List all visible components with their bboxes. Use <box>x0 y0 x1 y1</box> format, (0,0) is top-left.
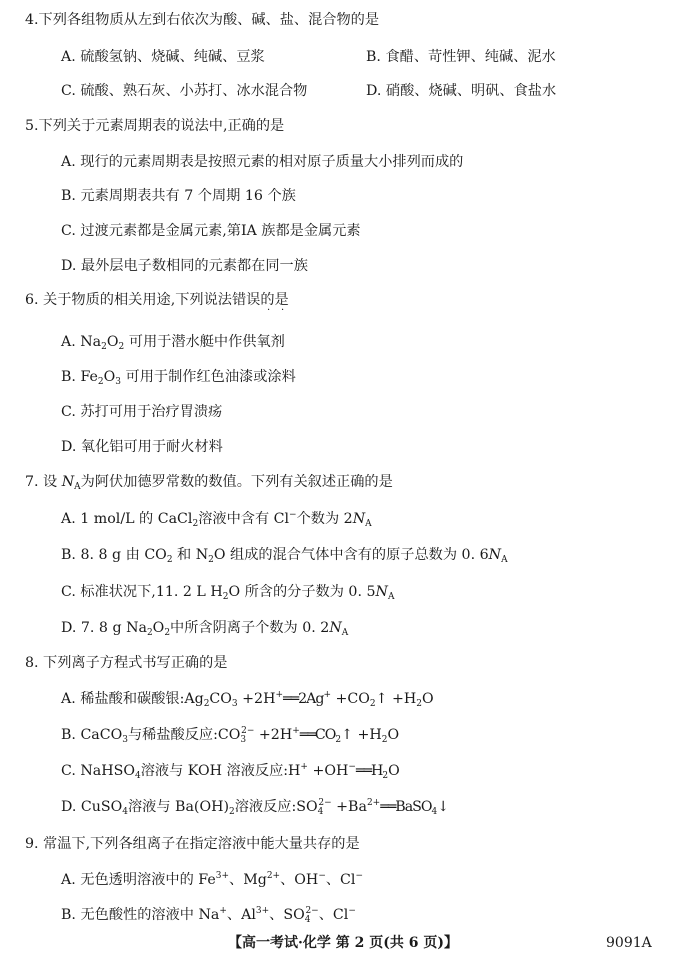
question-7-stem: 7. 设 $N_A$为阿伏加德罗常数的数值。下列有关叙述正确的是 <box>25 474 393 492</box>
footer-title: 【高一考试·化学 第 2 页(共 6 页)】 <box>228 935 458 951</box>
q6-option-c: C. 苏打可用于治疗胃溃疡 <box>61 404 223 420</box>
q7-option-d: D. 7. 8 g $Na_2O_2$中所含阴离子个数为 0. $2N_A$ <box>61 620 349 638</box>
q8-option-a: A. 稀盐酸和碳酸银$:Ag_2CO_3$ +2H+══2Ag+ $+CO_2↑ +H_2O$ <box>61 690 434 709</box>
q7-option-c: C. 标准状况下,11. 2 L $H_2O$ 所含的分子数为 0. $5N_A$ <box>61 584 395 602</box>
q6-option-d: D. 氧化铝可用于耐火材料 <box>61 439 223 455</box>
q8-option-c: C. NaHSO$_4$溶液与 KOH 溶液反应:H+ $+OH^-══H_2O$ <box>61 762 400 781</box>
question-6-stem: 6. 关于物质的相关用途,下列说法错误的是 <box>25 292 289 308</box>
q4-option-d: D. 硝酸、烧碱、明矾、食盐水 <box>366 83 557 99</box>
q6-option-a: A. $Na_2O_2$ 可用于潜水艇中作供氧剂 <box>61 334 285 352</box>
question-8-stem: 8. 下列离子方程式书写正确的是 <box>25 655 228 671</box>
q9-option-b: B. 无色酸性的溶液中 Na+、$Al^{3+}$、$SO_4^{2-}$、Cl− <box>61 906 356 925</box>
q5-option-c: C. 过渡元素都是金属元素,第ⅠA 族都是金属元素 <box>61 223 361 239</box>
q6-option-b: B. $Fe_2O_3$ 可用于制作红色油漆或涂料 <box>61 369 296 387</box>
q7-option-a: A. 1 mol/L 的 CaCl$_2$溶液中含有 Cl−个数为 $2N_A$ <box>61 510 372 529</box>
q4-option-a: A. 硫酸氢钠、烧碱、纯碱、豆浆 <box>61 49 265 65</box>
q4-option-b: B. 食醋、苛性钾、纯碱、泥水 <box>366 49 556 65</box>
footer-code: 9091A <box>606 935 652 951</box>
emphasis-dot: · <box>281 305 285 316</box>
q9-option-a: A. 无色透明溶液中的 $Fe^{3+}$、$Mg^{2+}$、OH−、Cl− <box>61 871 363 888</box>
q4-option-c: C. 硫酸、熟石灰、小苏打、冰水混合物 <box>61 83 308 99</box>
emphasis-dot: · <box>267 305 271 316</box>
question-9-stem: 9. 常温下,下列各组离子在指定溶液中能大量共存的是 <box>25 836 360 852</box>
q8-option-d: D. CuSO$_4$溶液与 $Ba(OH)_2$溶液反应$:SO_4^{2-}$ $+Ba^{2+}══BaSO_4↓$ <box>61 798 450 817</box>
q8-option-b: B. CaCO$_3$与稀盐酸反应$:CO_3^{2-}$ $+2H^+══CO_2↑ +H_2O$ <box>61 726 400 745</box>
question-5-stem: 5.下列关于元素周期表的说法中,正确的是 <box>25 118 285 134</box>
q7-option-b: B. 8. 8 g 由 $CO_2$ 和 $N_2O$ 组成的混合气体中含有的原子总数为 0. $6N_A$ <box>61 547 508 565</box>
question-4-stem: 4.下列各组物质从左到右依次为酸、碱、盐、混合物的是 <box>25 12 380 28</box>
q5-option-b: B. 元素周期表共有 7 个周期 16 个族 <box>61 188 296 204</box>
q5-option-d: D. 最外层电子数相同的元素都在同一族 <box>61 258 308 274</box>
q5-option-a: A. 现行的元素周期表是按照元素的相对原子质量大小排列而成的 <box>61 154 464 170</box>
